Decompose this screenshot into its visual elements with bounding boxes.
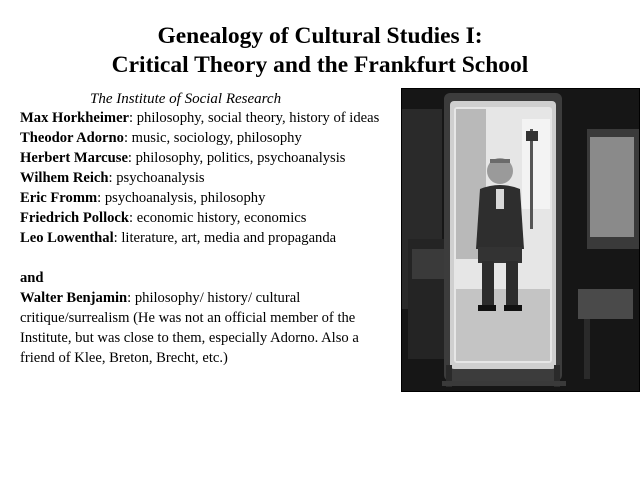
- title-line-1: Genealogy of Cultural Studies I:: [157, 23, 483, 49]
- member-name: Friedrich Pollock: [20, 210, 130, 226]
- adorno-mirror-photo: [401, 88, 640, 392]
- member-name: Eric Fromm: [20, 190, 98, 206]
- member-list: [20, 108, 395, 368]
- list-item: [20, 228, 395, 248]
- member-fields: : psychoanalysis, philosophy: [97, 190, 266, 206]
- slide-title: [0, 22, 640, 80]
- member-name: Leo Lowenthal: [20, 230, 114, 246]
- member-name: Herbert Marcuse: [20, 150, 128, 166]
- member-fields: : psychoanalysis: [108, 170, 205, 186]
- member-name: Theodor Adorno: [20, 130, 124, 146]
- benjamin-entry: [20, 288, 395, 368]
- institute-subtitle: The Institute of Social Research: [90, 91, 282, 107]
- member-name: Walter Benjamin: [20, 290, 128, 306]
- list-item: [20, 168, 395, 188]
- list-item: [20, 128, 395, 148]
- member-fields: : philosophy/ history/ cultural critique/surrealism (He was not an official member of the Institute, but was close to them, especially Adorno. Also a friend of Klee, Breton, Brecht, etc.): [20, 290, 359, 366]
- and-label: and: [20, 270, 44, 286]
- photo-illustration: [402, 89, 639, 391]
- list-item: [20, 108, 395, 128]
- member-fields: : philosophy, politics, psychoanalysis: [127, 150, 346, 166]
- spacer: [20, 248, 395, 268]
- member-name: Wilhem Reich: [20, 170, 109, 186]
- list-item: [20, 148, 395, 168]
- list-item: [20, 188, 395, 208]
- member-fields: : philosophy, social theory, history of ideas: [129, 110, 380, 126]
- member-fields: : economic history, economics: [129, 210, 307, 226]
- list-item: [20, 208, 395, 228]
- title-line-2: Critical Theory and the Frankfurt School: [111, 52, 529, 78]
- member-fields: : music, sociology, philosophy: [123, 130, 302, 146]
- member-name: Max Horkheimer: [20, 110, 130, 126]
- member-fields: : literature, art, media and propaganda: [113, 230, 337, 246]
